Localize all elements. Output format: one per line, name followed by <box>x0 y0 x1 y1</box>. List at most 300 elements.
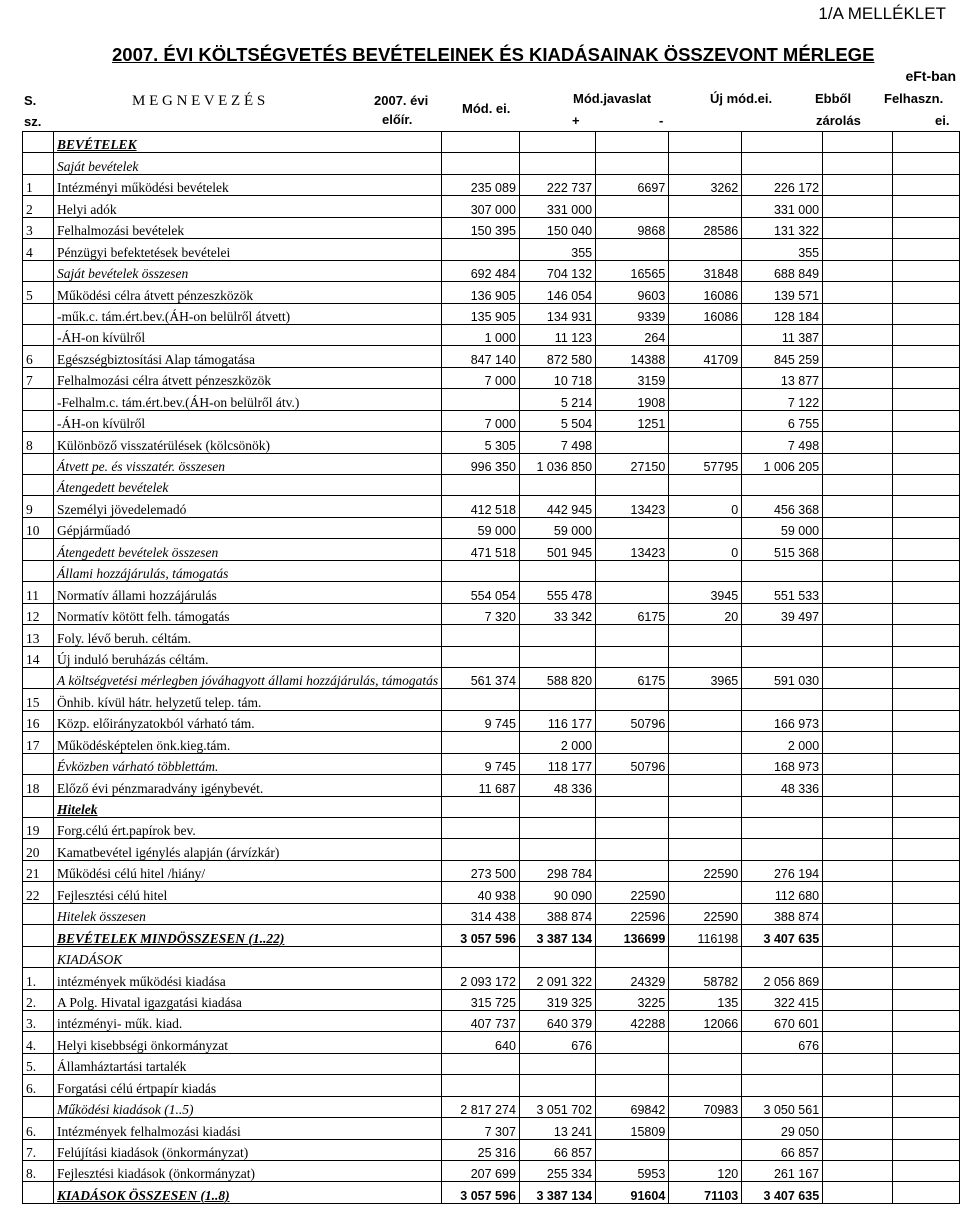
value-cell: 235 089 <box>442 174 520 195</box>
value-cell <box>823 324 893 345</box>
row-number: 3. <box>23 1010 54 1031</box>
value-cell <box>823 667 893 688</box>
row-label: KIADÁSOK <box>54 946 442 967</box>
value-cell <box>442 732 520 753</box>
table-row <box>23 903 960 924</box>
row-label: Forg.célú ért.papírok bev. <box>54 818 442 839</box>
value-cell: 7 000 <box>442 410 520 431</box>
value-cell <box>892 1118 959 1139</box>
value-cell <box>742 1075 823 1096</box>
row-number: 14 <box>23 646 54 667</box>
value-cell: 66 857 <box>742 1139 823 1160</box>
value-cell: 7 000 <box>442 367 520 388</box>
value-cell <box>823 260 893 281</box>
value-cell <box>596 646 669 667</box>
row-label: Különböző visszatérülések (kölcsönök) <box>54 432 442 453</box>
value-cell: 135 905 <box>442 303 520 324</box>
value-cell <box>823 582 893 603</box>
value-cell <box>823 217 893 238</box>
value-cell: 15809 <box>596 1118 669 1139</box>
value-cell <box>596 946 669 967</box>
row-number: 8. <box>23 1161 54 1182</box>
row-number <box>23 303 54 324</box>
value-cell <box>596 689 669 710</box>
value-cell: 845 259 <box>742 346 823 367</box>
value-cell: 3 057 596 <box>442 1182 520 1203</box>
table-row <box>23 560 960 581</box>
value-cell: 70983 <box>669 1096 742 1117</box>
value-cell <box>742 1053 823 1074</box>
table-row <box>23 839 960 860</box>
row-number <box>23 539 54 560</box>
value-cell <box>669 1032 742 1053</box>
value-cell <box>669 367 742 388</box>
value-cell <box>596 839 669 860</box>
row-number: 6. <box>23 1118 54 1139</box>
value-cell: 28586 <box>669 217 742 238</box>
row-label: Helyi kisebbségi önkormányzat <box>54 1032 442 1053</box>
value-cell: 264 <box>596 324 669 345</box>
value-cell <box>823 818 893 839</box>
value-cell <box>892 839 959 860</box>
row-number: 16 <box>23 710 54 731</box>
row-number: 7 <box>23 367 54 388</box>
value-cell <box>596 582 669 603</box>
table-row <box>23 539 960 560</box>
value-cell <box>892 282 959 303</box>
row-number: 12 <box>23 603 54 624</box>
row-number: 19 <box>23 818 54 839</box>
value-cell: 5 504 <box>519 410 595 431</box>
row-label: Saját bevételek összesen <box>54 260 442 281</box>
unit-label: eFt-ban <box>905 68 956 84</box>
value-cell <box>823 710 893 731</box>
header-zarolas: zárolás <box>816 113 861 128</box>
value-cell: 255 334 <box>519 1161 595 1182</box>
value-cell <box>892 496 959 517</box>
row-number <box>23 903 54 924</box>
value-cell: 355 <box>519 239 595 260</box>
value-cell: 146 054 <box>519 282 595 303</box>
value-cell <box>823 367 893 388</box>
row-number <box>23 389 54 410</box>
row-label: Hitelek <box>54 796 442 817</box>
value-cell <box>442 1053 520 1074</box>
value-cell: 3945 <box>669 582 742 603</box>
value-cell <box>669 796 742 817</box>
value-cell <box>823 796 893 817</box>
value-cell <box>892 1096 959 1117</box>
row-label: -Felhalm.c. tám.ért.bev.(ÁH-on belülről átv.) <box>54 389 442 410</box>
value-cell: 9 745 <box>442 710 520 731</box>
row-number: 11 <box>23 582 54 603</box>
row-number: 22 <box>23 882 54 903</box>
value-cell <box>742 946 823 967</box>
value-cell <box>892 196 959 217</box>
value-cell <box>823 1139 893 1160</box>
row-label: Felhalmozási célra átvett pénzeszközök <box>54 367 442 388</box>
row-label: Foly. lévő beruh. céltám. <box>54 625 442 646</box>
value-cell: 322 415 <box>742 989 823 1010</box>
value-cell: 59 000 <box>742 517 823 538</box>
row-number: 2. <box>23 989 54 1010</box>
value-cell: 456 368 <box>742 496 823 517</box>
value-cell <box>823 1161 893 1182</box>
value-cell: 118 177 <box>519 753 595 774</box>
table-row <box>23 432 960 453</box>
row-number: 8 <box>23 432 54 453</box>
row-label: Egészségbiztosítási Alap támogatása <box>54 346 442 367</box>
table-row <box>23 775 960 796</box>
value-cell: 168 973 <box>742 753 823 774</box>
value-cell <box>892 903 959 924</box>
row-label: KIADÁSOK ÖSSZESEN (1..8) <box>54 1182 442 1203</box>
value-cell: 27150 <box>596 453 669 474</box>
row-number: 13 <box>23 625 54 646</box>
value-cell <box>823 303 893 324</box>
row-number <box>23 410 54 431</box>
row-label: Évközben várható többlettám. <box>54 753 442 774</box>
row-label: Normatív állami hozzájárulás <box>54 582 442 603</box>
value-cell <box>742 646 823 667</box>
value-cell: 551 533 <box>742 582 823 603</box>
row-label: Személyi jövedelemadó <box>54 496 442 517</box>
value-cell <box>823 132 893 153</box>
value-cell <box>742 689 823 710</box>
value-cell <box>742 475 823 496</box>
row-number: 1. <box>23 968 54 989</box>
value-cell <box>596 239 669 260</box>
row-label: Átvett pe. és visszatér. összesen <box>54 453 442 474</box>
value-cell <box>669 1139 742 1160</box>
value-cell: 640 379 <box>519 1010 595 1031</box>
value-cell: 273 500 <box>442 860 520 881</box>
value-cell: 555 478 <box>519 582 595 603</box>
value-cell: 9 745 <box>442 753 520 774</box>
value-cell: 226 172 <box>742 174 823 195</box>
row-label: Kamatbevétel igénylés alapján (árvízkár) <box>54 839 442 860</box>
value-cell <box>742 818 823 839</box>
row-label: Helyi adók <box>54 196 442 217</box>
value-cell <box>823 1053 893 1074</box>
value-cell <box>742 153 823 174</box>
table-row <box>23 882 960 903</box>
value-cell <box>669 517 742 538</box>
value-cell: 307 000 <box>442 196 520 217</box>
value-cell: 5 214 <box>519 389 595 410</box>
value-cell: 6175 <box>596 667 669 688</box>
value-cell: 2 093 172 <box>442 968 520 989</box>
row-number: 4 <box>23 239 54 260</box>
row-label: Önhib. kívül hátr. helyzetű telep. tám. <box>54 689 442 710</box>
value-cell: 58782 <box>669 968 742 989</box>
value-cell <box>823 946 893 967</box>
value-cell <box>823 1096 893 1117</box>
value-cell <box>892 753 959 774</box>
table-row <box>23 1182 960 1203</box>
row-number: 5. <box>23 1053 54 1074</box>
row-label: Felhalmozási bevételek <box>54 217 442 238</box>
value-cell <box>823 517 893 538</box>
value-cell <box>442 153 520 174</box>
value-cell <box>519 689 595 710</box>
value-cell: 71103 <box>669 1182 742 1203</box>
header-prev1: 2007. évi <box>374 93 429 108</box>
value-cell: 7 320 <box>442 603 520 624</box>
value-cell <box>596 1053 669 1074</box>
value-cell: 388 874 <box>742 903 823 924</box>
table-row <box>23 174 960 195</box>
row-number: 7. <box>23 1139 54 1160</box>
value-cell <box>442 625 520 646</box>
value-cell <box>823 1032 893 1053</box>
value-cell <box>596 196 669 217</box>
value-cell: 13423 <box>596 496 669 517</box>
value-cell <box>892 324 959 345</box>
value-cell <box>823 1182 893 1203</box>
value-cell: 6697 <box>596 174 669 195</box>
value-cell: 692 484 <box>442 260 520 281</box>
value-cell: 57795 <box>669 453 742 474</box>
value-cell <box>892 346 959 367</box>
value-cell: 9339 <box>596 303 669 324</box>
value-cell: 9868 <box>596 217 669 238</box>
table-row <box>23 667 960 688</box>
value-cell <box>669 646 742 667</box>
value-cell: 1 000 <box>442 324 520 345</box>
value-cell: 16565 <box>596 260 669 281</box>
value-cell: 12066 <box>669 1010 742 1031</box>
value-cell: 588 820 <box>519 667 595 688</box>
value-cell: 3262 <box>669 174 742 195</box>
value-cell <box>892 539 959 560</box>
value-cell: 9603 <box>596 282 669 303</box>
row-number <box>23 946 54 967</box>
value-cell: 261 167 <box>742 1161 823 1182</box>
value-cell: 90 090 <box>519 882 595 903</box>
value-cell <box>669 818 742 839</box>
value-cell <box>823 925 893 946</box>
row-label: Gépjárműadó <box>54 517 442 538</box>
row-number: 21 <box>23 860 54 881</box>
row-label: Közp. előirányzatokból várható tám. <box>54 710 442 731</box>
value-cell: 407 737 <box>442 1010 520 1031</box>
value-cell <box>823 989 893 1010</box>
value-cell <box>519 1053 595 1074</box>
value-cell <box>892 475 959 496</box>
table-row <box>23 517 960 538</box>
value-cell <box>596 517 669 538</box>
header-ebbol: Ebből <box>815 91 852 106</box>
value-cell: 3 050 561 <box>742 1096 823 1117</box>
row-number <box>23 796 54 817</box>
row-label: Új induló beruházás céltám. <box>54 646 442 667</box>
value-cell <box>823 239 893 260</box>
value-cell <box>669 324 742 345</box>
value-cell <box>892 1075 959 1096</box>
value-cell: 3 387 134 <box>519 1182 595 1203</box>
value-cell <box>823 646 893 667</box>
table-row <box>23 689 960 710</box>
value-cell <box>669 882 742 903</box>
value-cell <box>892 1010 959 1031</box>
row-label: Működési célú hitel /hiány/ <box>54 860 442 881</box>
value-cell: 91604 <box>596 1182 669 1203</box>
value-cell: 1908 <box>596 389 669 410</box>
value-cell <box>823 903 893 924</box>
value-cell <box>596 1032 669 1053</box>
table-row <box>23 753 960 774</box>
value-cell <box>669 710 742 731</box>
value-cell: 120 <box>669 1161 742 1182</box>
value-cell <box>596 132 669 153</box>
row-label: intézmények működési kiadása <box>54 968 442 989</box>
value-cell <box>892 410 959 431</box>
value-cell: 116 177 <box>519 710 595 731</box>
value-cell <box>669 946 742 967</box>
value-cell <box>669 475 742 496</box>
value-cell <box>823 496 893 517</box>
value-cell <box>596 860 669 881</box>
value-cell: 22590 <box>669 903 742 924</box>
row-number: 18 <box>23 775 54 796</box>
value-cell: 1 036 850 <box>519 453 595 474</box>
value-cell <box>892 517 959 538</box>
value-cell: 2 000 <box>519 732 595 753</box>
row-label: Fejlesztési célú hitel <box>54 882 442 903</box>
value-cell <box>596 1075 669 1096</box>
value-cell <box>892 818 959 839</box>
value-cell: 33 342 <box>519 603 595 624</box>
value-cell <box>823 882 893 903</box>
table-row <box>23 217 960 238</box>
value-cell <box>669 775 742 796</box>
row-number <box>23 753 54 774</box>
value-cell <box>669 732 742 753</box>
value-cell: 116198 <box>669 925 742 946</box>
table-row <box>23 646 960 667</box>
value-cell: 39 497 <box>742 603 823 624</box>
value-cell <box>742 839 823 860</box>
table-row <box>23 346 960 367</box>
value-cell <box>892 217 959 238</box>
value-cell <box>823 560 893 581</box>
value-cell: 591 030 <box>742 667 823 688</box>
value-cell <box>892 1053 959 1074</box>
value-cell <box>823 410 893 431</box>
value-cell: 135 <box>669 989 742 1010</box>
value-cell <box>892 453 959 474</box>
value-cell: 25 316 <box>442 1139 520 1160</box>
value-cell: 42288 <box>596 1010 669 1031</box>
value-cell <box>669 432 742 453</box>
value-cell <box>669 1075 742 1096</box>
value-cell: 11 687 <box>442 775 520 796</box>
value-cell: 24329 <box>596 968 669 989</box>
value-cell: 13 877 <box>742 367 823 388</box>
value-cell <box>823 603 893 624</box>
table-row <box>23 496 960 517</box>
row-number: 3 <box>23 217 54 238</box>
value-cell <box>892 367 959 388</box>
value-cell: 11 123 <box>519 324 595 345</box>
row-label: Pénzügyi befektetések bevételei <box>54 239 442 260</box>
annex-label: 1/A MELLÉKLET <box>818 4 946 23</box>
value-cell: 10 718 <box>519 367 595 388</box>
budget-table <box>22 131 960 1204</box>
value-cell: 3 387 134 <box>519 925 595 946</box>
row-label: Saját bevételek <box>54 153 442 174</box>
value-cell: 128 184 <box>742 303 823 324</box>
value-cell <box>442 796 520 817</box>
value-cell: 139 571 <box>742 282 823 303</box>
value-cell <box>442 132 520 153</box>
table-row <box>23 582 960 603</box>
value-cell <box>892 946 959 967</box>
row-number: 2 <box>23 196 54 217</box>
value-cell: 59 000 <box>519 517 595 538</box>
value-cell: 16086 <box>669 282 742 303</box>
value-cell <box>892 710 959 731</box>
row-label: Államháztartási tartalék <box>54 1053 442 1074</box>
value-cell: 7 122 <box>742 389 823 410</box>
row-number <box>23 667 54 688</box>
value-cell: 331 000 <box>519 196 595 217</box>
row-label: Átengedett bevételek <box>54 475 442 496</box>
table-row <box>23 1139 960 1160</box>
value-cell <box>892 239 959 260</box>
value-cell <box>596 153 669 174</box>
value-cell <box>823 282 893 303</box>
row-number: 4. <box>23 1032 54 1053</box>
value-cell <box>669 560 742 581</box>
header-minus: - <box>659 113 664 128</box>
value-cell: 314 438 <box>442 903 520 924</box>
value-cell <box>823 1118 893 1139</box>
value-cell: 14388 <box>596 346 669 367</box>
value-cell <box>892 132 959 153</box>
value-cell <box>442 818 520 839</box>
row-number: 10 <box>23 517 54 538</box>
value-cell <box>823 346 893 367</box>
value-cell: 134 931 <box>519 303 595 324</box>
value-cell <box>892 796 959 817</box>
value-cell <box>442 1075 520 1096</box>
value-cell <box>669 196 742 217</box>
row-label: -ÁH-on kívülről <box>54 324 442 345</box>
table-row <box>23 153 960 174</box>
value-cell: 3 407 635 <box>742 1182 823 1203</box>
value-cell: 7 498 <box>519 432 595 453</box>
value-cell <box>823 196 893 217</box>
value-cell <box>669 410 742 431</box>
value-cell: 136 905 <box>442 282 520 303</box>
value-cell: 2 817 274 <box>442 1096 520 1117</box>
table-row <box>23 453 960 474</box>
header-felh1: Felhaszn. <box>884 91 944 106</box>
value-cell <box>669 153 742 174</box>
table-row <box>23 732 960 753</box>
row-label: Intézmények felhalmozási kiadási <box>54 1118 442 1139</box>
value-cell: 501 945 <box>519 539 595 560</box>
row-label: Előző évi pénzmaradvány igénybevét. <box>54 775 442 796</box>
value-cell <box>892 646 959 667</box>
value-cell <box>823 775 893 796</box>
value-cell: 561 374 <box>442 667 520 688</box>
row-label: Hitelek összesen <box>54 903 442 924</box>
value-cell <box>742 625 823 646</box>
value-cell <box>596 625 669 646</box>
